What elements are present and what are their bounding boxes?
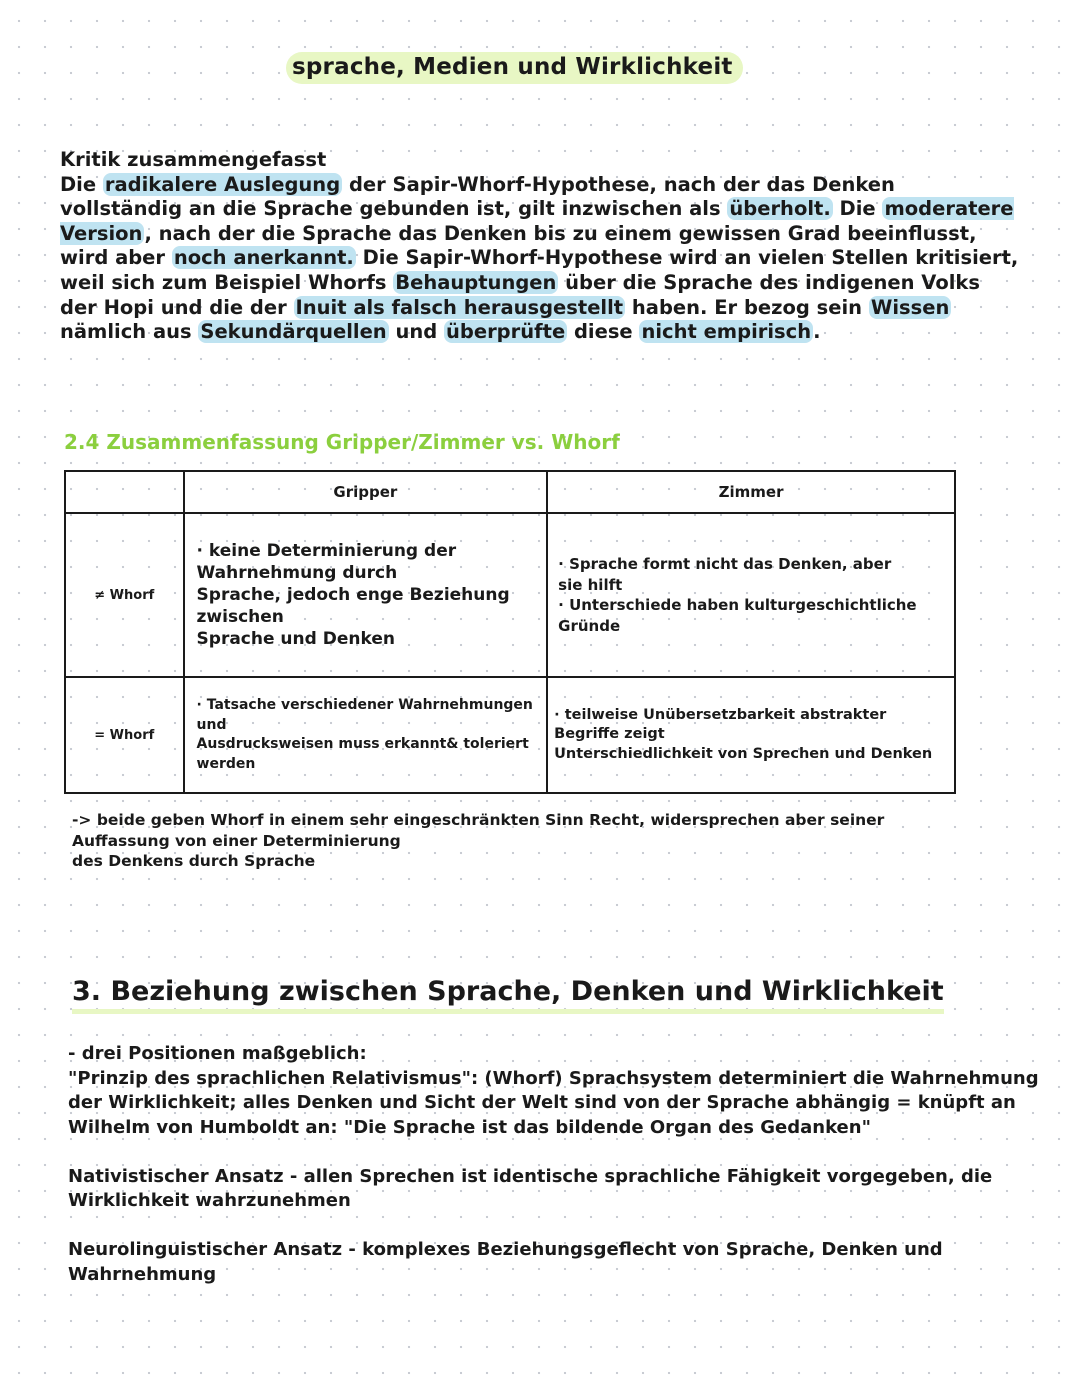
- cell-zimmer-not-whorf: [547, 513, 955, 677]
- positions-intro: - drei Positionen maßgeblich:: [68, 1043, 367, 1064]
- highlighted-phrase: Inuit als falsch herausgestellt: [295, 295, 624, 319]
- cell-line: und: [196, 716, 227, 733]
- cell-gripper-not-whorf: [184, 513, 548, 677]
- text-segment: , nach der die Sprache das Denken bis zu einem gewissen Grad beeinflusst, wird aber: [60, 221, 977, 270]
- position-relativism: "Prinzip des sprachlichen Relativismus": (Whorf) Sprachsystem determiniert die Wahrnehmung der Wirklichkeit; alles Denken und Sicht der Welt sind von der Sprache abhängig = knüpft an Wilhelm von Humboldt an: "Die Sprache ist das bildende Organ des Gedanken": [68, 1067, 1039, 1138]
- highlighted-phrase: überprüfte: [446, 320, 566, 344]
- cell-line: Sprache, jedoch enge Beziehung: [196, 585, 510, 605]
- highlighted-phrase: überholt.: [729, 197, 831, 221]
- text-segment: haben. Er bezog sein: [625, 295, 869, 319]
- cell-zimmer-equals-whorf: [547, 677, 955, 793]
- cell-line: Unterschiedlichkeit von Sprechen und Denken: [554, 745, 933, 762]
- summary-line: -> beide geben Whorf in einem sehr eingeschränkten Sinn Recht, widersprechen aber seiner: [72, 811, 885, 829]
- text-segment: Die: [60, 172, 103, 196]
- kritik-section: [60, 148, 1020, 345]
- table-header-zimmer: Zimmer: [547, 471, 955, 513]
- summary-line: Auffassung von einer Determinierung: [72, 831, 401, 850]
- cell-line: sie hilft: [558, 575, 623, 594]
- cell-line: Gründe: [558, 616, 621, 635]
- cell-line: Ausdrucksweisen muss erkannt& toleriert: [196, 736, 529, 752]
- cell-line: Wahrnehmung durch: [196, 563, 398, 583]
- text-segment: der Sapir-Whorf-Hypothese, nach der das Denken vollständig an die Sprache gebunden ist, gilt inzwischen als: [60, 172, 895, 221]
- cell-line: · teilweise Unübersetzbarkeit abstrakter: [554, 706, 887, 723]
- summary-line: des Denkens durch Sprache: [72, 852, 316, 870]
- highlighted-phrase: nicht empirisch: [641, 320, 812, 344]
- section-3-heading: 3. Beziehung zwischen Sprache, Denken und Wirklichkeit: [72, 976, 944, 1014]
- table-header-empty: [65, 471, 184, 513]
- cell-line: · Unterschiede haben kulturgeschichtliche: [558, 596, 917, 614]
- position-nativist: Nativistischer Ansatz - allen Sprechen ist identische sprachliche Fähigkeit vorgegeben, die Wirklichkeit wahrzunehmen: [68, 1165, 993, 1211]
- highlighted-phrase: Wissen: [870, 295, 950, 319]
- summary-note: [72, 810, 884, 872]
- highlighted-phrase: radikalere Auslegung: [104, 172, 341, 196]
- table-row: [65, 513, 955, 677]
- cell-line: Begriffe zeigt: [554, 726, 665, 743]
- kritik-heading: Kritik zusammengefasst: [60, 148, 327, 171]
- cell-line: · Tatsache verschiedener Wahrnehmungen: [196, 697, 533, 713]
- table-header-row: [65, 471, 955, 513]
- positions-section: [68, 1042, 1048, 1312]
- highlighted-phrase: moderatere Version: [60, 197, 1014, 245]
- cell-gripper-equals-whorf: [184, 677, 548, 793]
- table-row: [65, 677, 955, 793]
- row-label-not-whorf: ≠ Whorf: [65, 513, 184, 677]
- text-segment: Die Sapir-Whorf-Hypothese wird an vielen Stellen kritisiert, weil sich zum Beispiel Whorfs: [60, 246, 1019, 294]
- kritik-paragraph: [60, 173, 1018, 344]
- section-2-4-heading: 2.4 Zusammenfassung Gripper/Zimmer vs. Whorf: [64, 430, 620, 454]
- text-segment: über die Sprache des indigenen Volks der Hopi und die der: [60, 270, 980, 319]
- cell-line: werden: [196, 755, 256, 772]
- text-segment: diese: [567, 320, 640, 344]
- cell-line: · keine Determinierung der: [196, 541, 457, 561]
- row-label-equals-whorf: = Whorf: [65, 677, 184, 793]
- cell-line: Sprache und Denken: [196, 629, 395, 649]
- cell-line: · Sprache formt nicht das Denken, aber: [558, 555, 892, 573]
- cell-line: zwischen: [196, 607, 284, 627]
- highlighted-phrase: Behauptungen: [395, 270, 557, 294]
- text-segment: .: [813, 320, 821, 344]
- highlighted-phrase: noch anerkannt.: [173, 246, 354, 270]
- text-segment: und: [388, 320, 444, 344]
- table-header-gripper: Gripper: [184, 471, 548, 513]
- highlighted-phrase: Sekundärquellen: [200, 320, 387, 344]
- text-segment: nämlich aus: [60, 320, 199, 344]
- page-title: sprache, Medien und Wirklichkeit: [286, 52, 743, 84]
- text-segment: Die: [832, 197, 883, 221]
- position-neurolinguistic: Neurolinguistischer Ansatz - komplexes Beziehungsgeflecht von Sprache, Denken und Wahrnehmung: [68, 1239, 943, 1285]
- comparison-table: [64, 470, 956, 794]
